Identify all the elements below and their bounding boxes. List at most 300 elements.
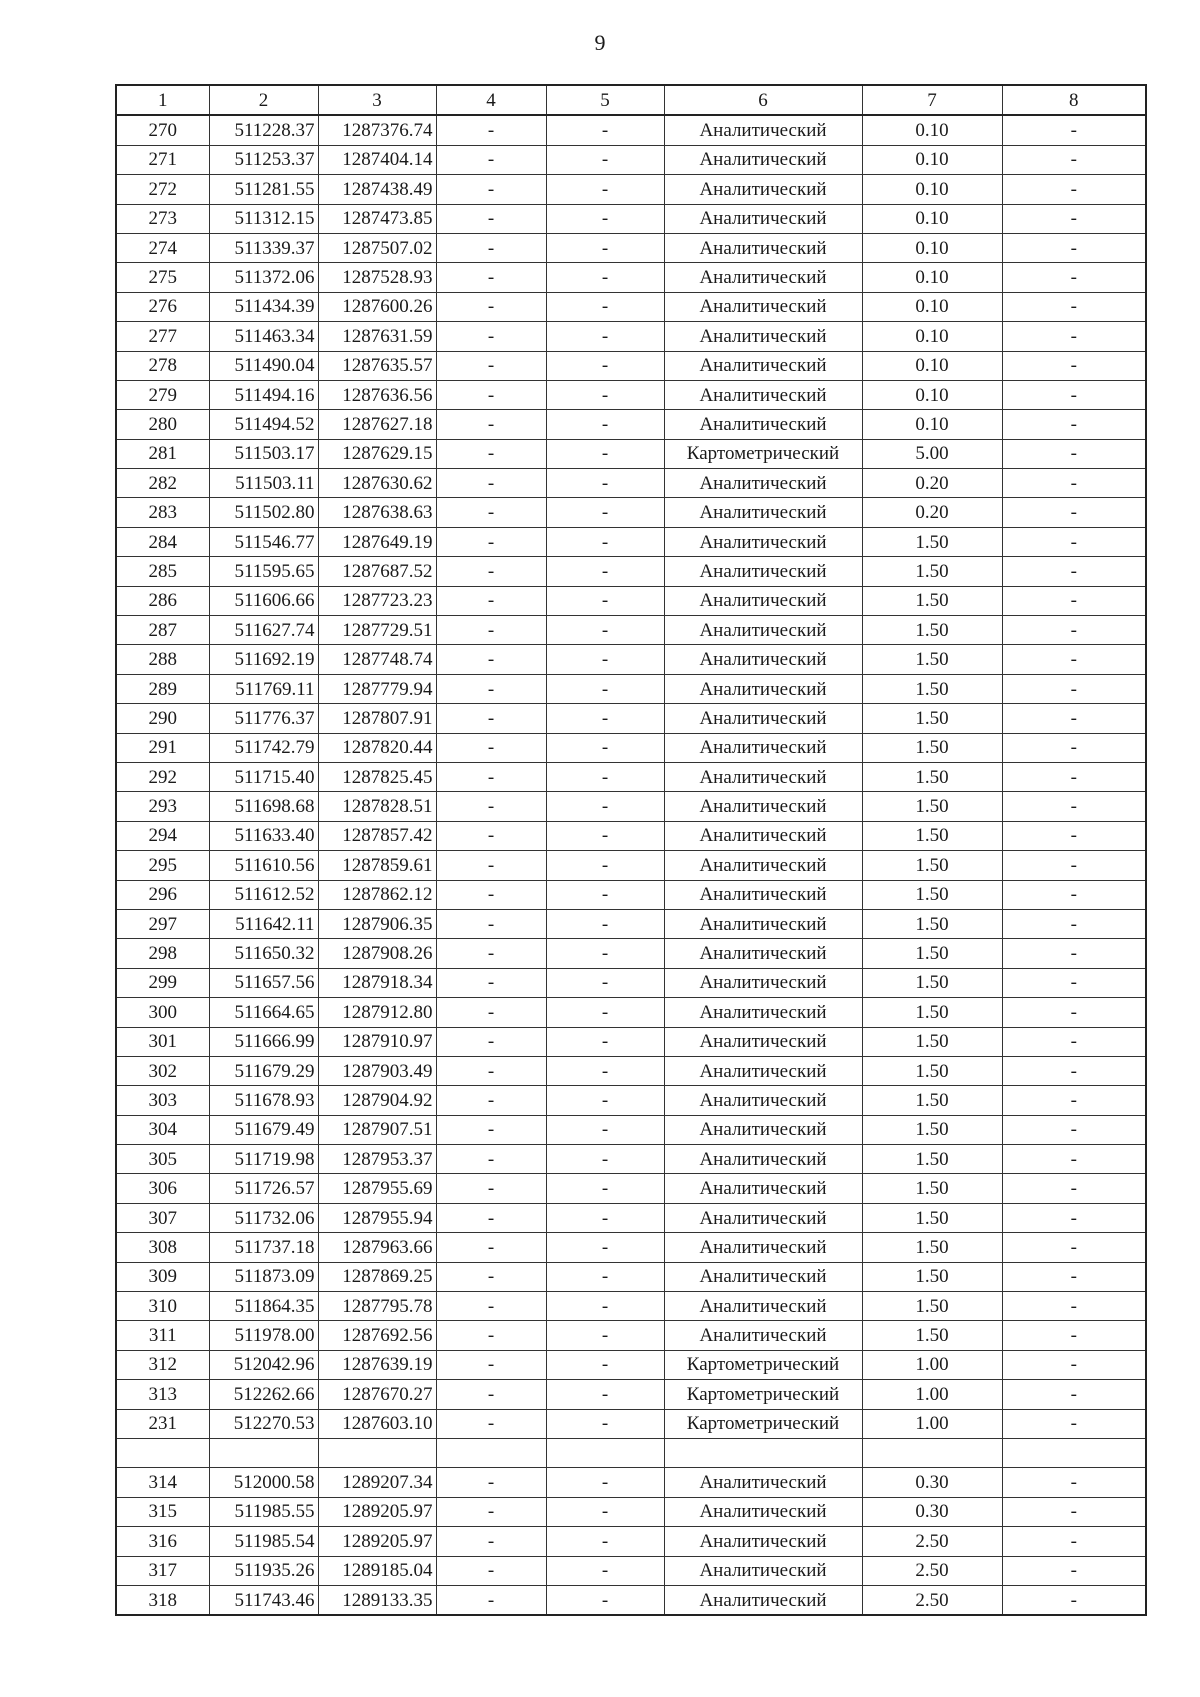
y-coordinate-cell: 1287600.26 xyxy=(318,292,436,321)
col5-cell: - xyxy=(546,322,664,351)
accuracy-cell: 2.50 xyxy=(862,1556,1002,1585)
method-cell: Картометрический xyxy=(664,1350,862,1379)
y-coordinate-cell: 1287820.44 xyxy=(318,733,436,762)
y-coordinate-cell: 1287953.37 xyxy=(318,1145,436,1174)
accuracy-cell: 1.50 xyxy=(862,1145,1002,1174)
accuracy-cell: 2.50 xyxy=(862,1585,1002,1615)
accuracy-cell: 5.00 xyxy=(862,439,1002,468)
point-number-cell: 306 xyxy=(116,1174,209,1203)
col5-cell: - xyxy=(546,175,664,204)
x-coordinate-cell: 511864.35 xyxy=(209,1292,318,1321)
col4-cell: - xyxy=(436,1380,546,1409)
point-number-cell: 275 xyxy=(116,263,209,292)
table-row xyxy=(116,263,1146,292)
col5-cell: - xyxy=(546,351,664,380)
col5-cell: - xyxy=(546,1027,664,1056)
y-coordinate-cell: 1289133.35 xyxy=(318,1585,436,1615)
y-coordinate-cell: 1287807.91 xyxy=(318,704,436,733)
method-cell: Аналитический xyxy=(664,939,862,968)
x-coordinate-cell: 511606.66 xyxy=(209,586,318,615)
table-row xyxy=(116,204,1146,233)
method-cell: Аналитический xyxy=(664,233,862,262)
table-row xyxy=(116,1292,1146,1321)
table-row xyxy=(116,733,1146,762)
point-number-cell: 273 xyxy=(116,204,209,233)
column-header: 7 xyxy=(862,85,1002,115)
table-row xyxy=(116,380,1146,409)
col8-cell: - xyxy=(1002,557,1146,586)
table-row xyxy=(116,1438,1146,1467)
method-cell: Аналитический xyxy=(664,175,862,204)
point-number-cell: 318 xyxy=(116,1585,209,1615)
point-number-cell: 274 xyxy=(116,233,209,262)
y-coordinate-cell: 1287723.23 xyxy=(318,586,436,615)
table-header-row xyxy=(116,85,1146,115)
column-header: 5 xyxy=(546,85,664,115)
accuracy-cell: 1.50 xyxy=(862,1262,1002,1291)
method-cell: Аналитический xyxy=(664,204,862,233)
col4-cell: - xyxy=(436,616,546,645)
table-row xyxy=(116,851,1146,880)
point-number-cell: 314 xyxy=(116,1468,209,1497)
point-number-cell: 282 xyxy=(116,469,209,498)
method-cell: Аналитический xyxy=(664,851,862,880)
y-coordinate-cell: 1287779.94 xyxy=(318,674,436,703)
x-coordinate-cell: 511732.06 xyxy=(209,1203,318,1232)
x-coordinate-cell: 511664.65 xyxy=(209,998,318,1027)
accuracy-cell: 1.50 xyxy=(862,851,1002,880)
method-cell: Аналитический xyxy=(664,821,862,850)
point-number-cell: 276 xyxy=(116,292,209,321)
x-coordinate-cell: 511372.06 xyxy=(209,263,318,292)
col8-cell: - xyxy=(1002,115,1146,145)
col5-cell: - xyxy=(546,527,664,556)
accuracy-cell: 0.10 xyxy=(862,233,1002,262)
x-coordinate-cell: 511434.39 xyxy=(209,292,318,321)
table-row xyxy=(116,115,1146,145)
method-cell: Картометрический xyxy=(664,1380,862,1409)
point-number-cell: 292 xyxy=(116,762,209,791)
method-cell: Аналитический xyxy=(664,998,862,1027)
y-coordinate-cell: 1289205.97 xyxy=(318,1527,436,1556)
point-number-cell: 295 xyxy=(116,851,209,880)
table-row xyxy=(116,1409,1146,1438)
accuracy-cell: 0.10 xyxy=(862,410,1002,439)
method-cell: Аналитический xyxy=(664,586,862,615)
table-row xyxy=(116,880,1146,909)
x-coordinate-cell: 511935.26 xyxy=(209,1556,318,1585)
method-cell: Картометрический xyxy=(664,1409,862,1438)
col4-cell: - xyxy=(436,939,546,968)
x-coordinate-cell: 511650.32 xyxy=(209,939,318,968)
col4-cell: - xyxy=(436,1174,546,1203)
col8-cell: - xyxy=(1002,1527,1146,1556)
method-cell: Аналитический xyxy=(664,115,862,145)
col5-cell: - xyxy=(546,380,664,409)
col4-cell: - xyxy=(436,292,546,321)
accuracy-cell: 1.50 xyxy=(862,880,1002,909)
point-number-cell: 302 xyxy=(116,1056,209,1085)
method-cell: Аналитический xyxy=(664,733,862,762)
table-row xyxy=(116,821,1146,850)
y-coordinate-cell: 1287603.10 xyxy=(318,1409,436,1438)
method-cell: Аналитический xyxy=(664,1174,862,1203)
col8-cell: - xyxy=(1002,1056,1146,1085)
point-number-cell: 284 xyxy=(116,527,209,556)
col4-cell: - xyxy=(436,1292,546,1321)
table-row xyxy=(116,469,1146,498)
col5-cell: - xyxy=(546,1174,664,1203)
accuracy-cell: 0.10 xyxy=(862,204,1002,233)
point-number-cell: 290 xyxy=(116,704,209,733)
col5-cell: - xyxy=(546,469,664,498)
point-number-cell: 316 xyxy=(116,1527,209,1556)
point-number-cell: 299 xyxy=(116,968,209,997)
col4-cell: - xyxy=(436,1262,546,1291)
col5-cell: - xyxy=(546,704,664,733)
col5-cell: - xyxy=(546,616,664,645)
point-number-cell: 286 xyxy=(116,586,209,615)
col5-cell: - xyxy=(546,1262,664,1291)
col4-cell: - xyxy=(436,1409,546,1438)
y-coordinate-cell: 1287528.93 xyxy=(318,263,436,292)
y-coordinate-cell: 1287910.97 xyxy=(318,1027,436,1056)
y-coordinate-cell: 1287908.26 xyxy=(318,939,436,968)
accuracy-cell: 0.30 xyxy=(862,1497,1002,1526)
col4-cell xyxy=(436,1438,546,1467)
accuracy-cell: 0.10 xyxy=(862,292,1002,321)
accuracy-cell: 1.50 xyxy=(862,939,1002,968)
column-header: 4 xyxy=(436,85,546,115)
col8-cell: - xyxy=(1002,998,1146,1027)
method-cell: Аналитический xyxy=(664,557,862,586)
y-coordinate-cell: 1287963.66 xyxy=(318,1233,436,1262)
method-cell: Аналитический xyxy=(664,1086,862,1115)
y-coordinate-cell: 1287473.85 xyxy=(318,204,436,233)
x-coordinate-cell: 512270.53 xyxy=(209,1409,318,1438)
point-number-cell: 291 xyxy=(116,733,209,762)
col4-cell: - xyxy=(436,145,546,174)
col4-cell: - xyxy=(436,351,546,380)
table-row xyxy=(116,1380,1146,1409)
col8-cell: - xyxy=(1002,1468,1146,1497)
col8-cell: - xyxy=(1002,762,1146,791)
point-number-cell: 317 xyxy=(116,1556,209,1585)
table-row xyxy=(116,527,1146,556)
x-coordinate-cell: 511253.37 xyxy=(209,145,318,174)
y-coordinate-cell: 1287404.14 xyxy=(318,145,436,174)
col5-cell: - xyxy=(546,733,664,762)
col8-cell: - xyxy=(1002,1027,1146,1056)
col5-cell: - xyxy=(546,292,664,321)
table-row xyxy=(116,1350,1146,1379)
col4-cell: - xyxy=(436,1585,546,1615)
accuracy-cell: 1.50 xyxy=(862,968,1002,997)
col8-cell: - xyxy=(1002,1380,1146,1409)
x-coordinate-cell: 511642.11 xyxy=(209,909,318,938)
col8-cell: - xyxy=(1002,263,1146,292)
accuracy-cell: 1.50 xyxy=(862,1027,1002,1056)
col8-cell: - xyxy=(1002,1145,1146,1174)
table-row xyxy=(116,1556,1146,1585)
x-coordinate-cell: 511502.80 xyxy=(209,498,318,527)
y-coordinate-cell: 1287627.18 xyxy=(318,410,436,439)
x-coordinate-cell: 511698.68 xyxy=(209,792,318,821)
accuracy-cell: 1.50 xyxy=(862,733,1002,762)
col4-cell: - xyxy=(436,645,546,674)
col8-cell: - xyxy=(1002,616,1146,645)
y-coordinate-cell: 1287904.92 xyxy=(318,1086,436,1115)
col4-cell: - xyxy=(436,674,546,703)
method-cell: Аналитический xyxy=(664,527,862,556)
accuracy-cell: 1.50 xyxy=(862,909,1002,938)
col8-cell: - xyxy=(1002,1174,1146,1203)
col8-cell: - xyxy=(1002,1409,1146,1438)
point-number-cell: 294 xyxy=(116,821,209,850)
x-coordinate-cell: 511776.37 xyxy=(209,704,318,733)
col5-cell: - xyxy=(546,1497,664,1526)
table-row xyxy=(116,351,1146,380)
y-coordinate-cell: 1287639.19 xyxy=(318,1350,436,1379)
x-coordinate-cell: 511627.74 xyxy=(209,616,318,645)
col8-cell: - xyxy=(1002,704,1146,733)
col4-cell: - xyxy=(436,115,546,145)
col5-cell: - xyxy=(546,586,664,615)
point-number-cell: 297 xyxy=(116,909,209,938)
accuracy-cell: 0.10 xyxy=(862,115,1002,145)
accuracy-cell: 1.50 xyxy=(862,1321,1002,1350)
point-number-cell: 278 xyxy=(116,351,209,380)
point-number-cell: 311 xyxy=(116,1321,209,1350)
table-row xyxy=(116,439,1146,468)
col5-cell: - xyxy=(546,145,664,174)
col4-cell: - xyxy=(436,1527,546,1556)
x-coordinate-cell: 511678.93 xyxy=(209,1086,318,1115)
y-coordinate-cell: 1289185.04 xyxy=(318,1556,436,1585)
col5-cell: - xyxy=(546,1409,664,1438)
y-coordinate-cell: 1287630.62 xyxy=(318,469,436,498)
col5-cell: - xyxy=(546,851,664,880)
table-row xyxy=(116,1086,1146,1115)
method-cell: Аналитический xyxy=(664,498,862,527)
y-coordinate-cell: 1287692.56 xyxy=(318,1321,436,1350)
y-coordinate-cell: 1287912.80 xyxy=(318,998,436,1027)
method-cell: Аналитический xyxy=(664,1527,862,1556)
col4-cell: - xyxy=(436,1115,546,1144)
x-coordinate-cell: 511610.56 xyxy=(209,851,318,880)
point-number-cell: 315 xyxy=(116,1497,209,1526)
col8-cell: - xyxy=(1002,204,1146,233)
accuracy-cell: 1.50 xyxy=(862,1115,1002,1144)
col4-cell: - xyxy=(436,527,546,556)
col8-cell: - xyxy=(1002,645,1146,674)
col5-cell: - xyxy=(546,674,664,703)
col5-cell: - xyxy=(546,498,664,527)
col8-cell: - xyxy=(1002,1115,1146,1144)
x-coordinate-cell: 511633.40 xyxy=(209,821,318,850)
accuracy-cell: 0.10 xyxy=(862,263,1002,292)
table-row xyxy=(116,1497,1146,1526)
col4-cell: - xyxy=(436,880,546,909)
col5-cell: - xyxy=(546,439,664,468)
col5-cell: - xyxy=(546,1292,664,1321)
table-row xyxy=(116,557,1146,586)
y-coordinate-cell: 1289205.97 xyxy=(318,1497,436,1526)
point-number-cell: 289 xyxy=(116,674,209,703)
x-coordinate-cell: 511339.37 xyxy=(209,233,318,262)
col4-cell: - xyxy=(436,1056,546,1085)
col8-cell: - xyxy=(1002,1585,1146,1615)
method-cell: Аналитический xyxy=(664,1468,862,1497)
table-row xyxy=(116,292,1146,321)
col8-cell: - xyxy=(1002,351,1146,380)
x-coordinate-cell: 511494.52 xyxy=(209,410,318,439)
y-coordinate-cell: 1287687.52 xyxy=(318,557,436,586)
method-cell: Аналитический xyxy=(664,1497,862,1526)
method-cell: Аналитический xyxy=(664,263,862,292)
table-row xyxy=(116,1585,1146,1615)
accuracy-cell: 0.10 xyxy=(862,380,1002,409)
col5-cell: - xyxy=(546,1468,664,1497)
method-cell: Аналитический xyxy=(664,1203,862,1232)
y-coordinate-cell: 1287670.27 xyxy=(318,1380,436,1409)
point-number-cell: 280 xyxy=(116,410,209,439)
table-row xyxy=(116,1027,1146,1056)
accuracy-cell: 1.00 xyxy=(862,1380,1002,1409)
col4-cell: - xyxy=(436,322,546,351)
col4-cell: - xyxy=(436,1497,546,1526)
accuracy-cell: 0.10 xyxy=(862,351,1002,380)
col5-cell: - xyxy=(546,115,664,145)
accuracy-cell: 1.50 xyxy=(862,1056,1002,1085)
y-coordinate-cell xyxy=(318,1438,436,1467)
table-row xyxy=(116,1321,1146,1350)
col8-cell: - xyxy=(1002,380,1146,409)
method-cell: Аналитический xyxy=(664,1321,862,1350)
y-coordinate-cell: 1287825.45 xyxy=(318,762,436,791)
x-coordinate-cell: 511978.00 xyxy=(209,1321,318,1350)
col4-cell: - xyxy=(436,909,546,938)
col8-cell: - xyxy=(1002,792,1146,821)
col8-cell: - xyxy=(1002,1350,1146,1379)
y-coordinate-cell: 1287635.57 xyxy=(318,351,436,380)
x-coordinate-cell: 511679.29 xyxy=(209,1056,318,1085)
accuracy-cell: 0.10 xyxy=(862,175,1002,204)
point-number-cell: 313 xyxy=(116,1380,209,1409)
y-coordinate-cell: 1287631.59 xyxy=(318,322,436,351)
method-cell: Аналитический xyxy=(664,1262,862,1291)
page-number: 9 xyxy=(594,30,606,55)
col8-cell: - xyxy=(1002,851,1146,880)
col4-cell: - xyxy=(436,1556,546,1585)
x-coordinate-cell: 511463.34 xyxy=(209,322,318,351)
method-cell: Аналитический xyxy=(664,1145,862,1174)
point-number-cell: 296 xyxy=(116,880,209,909)
col8-cell: - xyxy=(1002,586,1146,615)
table-row xyxy=(116,586,1146,615)
table-row xyxy=(116,674,1146,703)
col4-cell: - xyxy=(436,762,546,791)
method-cell: Аналитический xyxy=(664,792,862,821)
col5-cell: - xyxy=(546,1350,664,1379)
accuracy-cell: 1.50 xyxy=(862,645,1002,674)
col5-cell: - xyxy=(546,1527,664,1556)
accuracy-cell: 1.00 xyxy=(862,1409,1002,1438)
table-row xyxy=(116,1527,1146,1556)
col4-cell: - xyxy=(436,998,546,1027)
col5-cell: - xyxy=(546,821,664,850)
method-cell: Картометрический xyxy=(664,439,862,468)
method-cell: Аналитический xyxy=(664,645,862,674)
x-coordinate-cell: 511985.55 xyxy=(209,1497,318,1526)
y-coordinate-cell: 1287862.12 xyxy=(318,880,436,909)
col5-cell: - xyxy=(546,1115,664,1144)
x-coordinate-cell xyxy=(209,1438,318,1467)
x-coordinate-cell: 511503.11 xyxy=(209,469,318,498)
col5-cell: - xyxy=(546,233,664,262)
x-coordinate-cell: 511312.15 xyxy=(209,204,318,233)
table-row xyxy=(116,968,1146,997)
table-row xyxy=(116,909,1146,938)
x-coordinate-cell: 511490.04 xyxy=(209,351,318,380)
table-row xyxy=(116,1115,1146,1144)
col4-cell: - xyxy=(436,439,546,468)
y-coordinate-cell: 1289207.34 xyxy=(318,1468,436,1497)
y-coordinate-cell: 1287907.51 xyxy=(318,1115,436,1144)
x-coordinate-cell: 512042.96 xyxy=(209,1350,318,1379)
method-cell: Аналитический xyxy=(664,351,862,380)
point-number-cell: 231 xyxy=(116,1409,209,1438)
x-coordinate-cell: 511494.16 xyxy=(209,380,318,409)
point-number-cell: 305 xyxy=(116,1145,209,1174)
x-coordinate-cell: 511743.46 xyxy=(209,1585,318,1615)
x-coordinate-cell: 511666.99 xyxy=(209,1027,318,1056)
method-cell: Аналитический xyxy=(664,292,862,321)
col8-cell: - xyxy=(1002,968,1146,997)
col5-cell: - xyxy=(546,263,664,292)
col5-cell: - xyxy=(546,998,664,1027)
col5-cell: - xyxy=(546,1233,664,1262)
col8-cell: - xyxy=(1002,410,1146,439)
col4-cell: - xyxy=(436,733,546,762)
method-cell: Аналитический xyxy=(664,909,862,938)
accuracy-cell: 0.10 xyxy=(862,145,1002,174)
col4-cell: - xyxy=(436,821,546,850)
method-cell: Аналитический xyxy=(664,1115,862,1144)
point-number-cell: 271 xyxy=(116,145,209,174)
col5-cell xyxy=(546,1438,664,1467)
col8-cell: - xyxy=(1002,1292,1146,1321)
col5-cell: - xyxy=(546,1086,664,1115)
col5-cell: - xyxy=(546,1556,664,1585)
x-coordinate-cell: 511985.54 xyxy=(209,1527,318,1556)
col4-cell: - xyxy=(436,1350,546,1379)
col4-cell: - xyxy=(436,1145,546,1174)
y-coordinate-cell: 1287828.51 xyxy=(318,792,436,821)
col8-cell: - xyxy=(1002,939,1146,968)
col4-cell: - xyxy=(436,175,546,204)
col4-cell: - xyxy=(436,557,546,586)
col4-cell: - xyxy=(436,1321,546,1350)
col5-cell: - xyxy=(546,1203,664,1232)
point-number-cell: 300 xyxy=(116,998,209,1027)
col4-cell: - xyxy=(436,1203,546,1232)
column-header: 3 xyxy=(318,85,436,115)
col8-cell: - xyxy=(1002,674,1146,703)
col8-cell: - xyxy=(1002,1086,1146,1115)
method-cell: Аналитический xyxy=(664,322,862,351)
col5-cell: - xyxy=(546,1145,664,1174)
